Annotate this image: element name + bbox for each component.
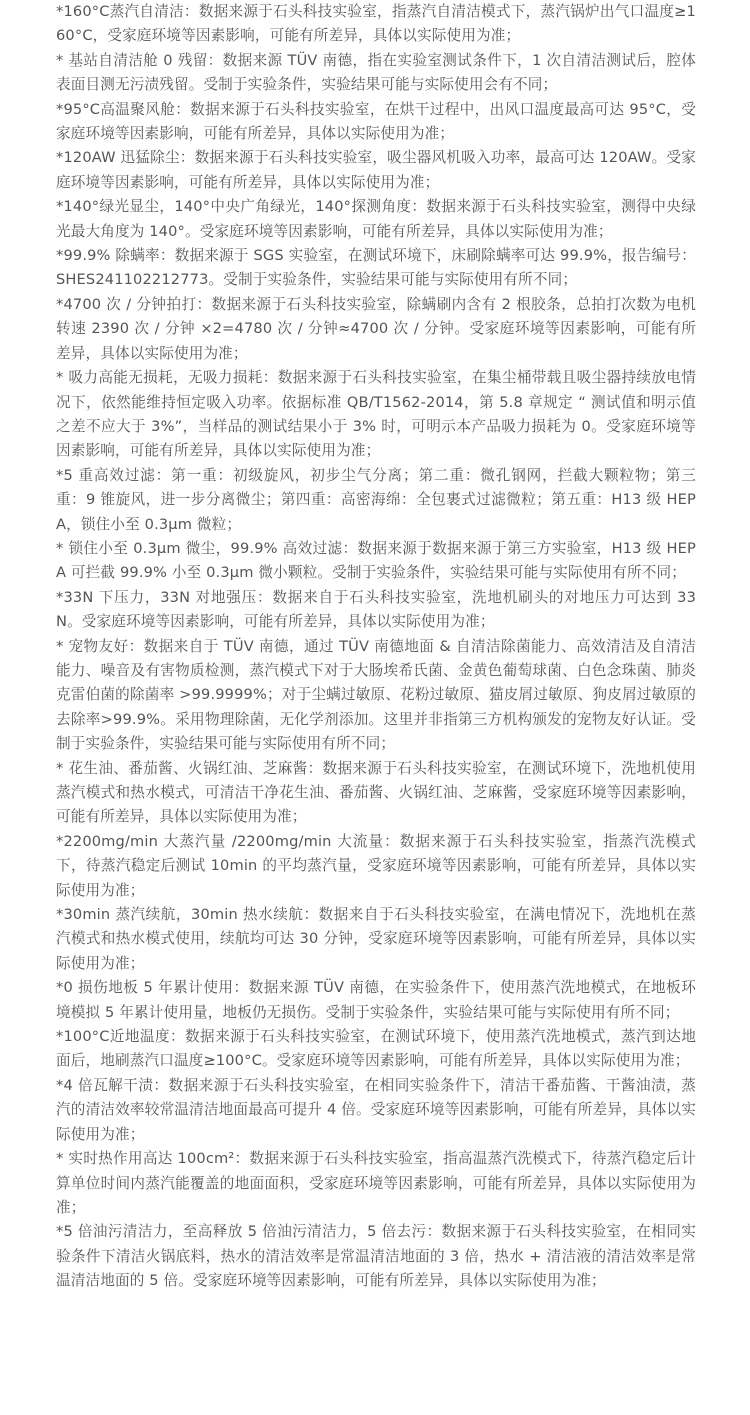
note-floor-no-damage: *0 损伤地板 5 年累计使用：数据来源 TÜV 南德，在实验条件下，使用蒸汽洗地模式，在地板环境模拟 5 年累计使用量，地板仍无损伤。受制于实验条件，实验结果可能与实际使用有所不同； [56,979,696,1021]
disclaimer-notes-list [56,0,696,1294]
note-pet-friendly: * 宠物友好：数据来自于 TÜV 南德，通过 TÜV 南德地面 & 自清洁除菌能力、高效清洁及自清洁能力、噪音及有害物质检测，蒸汽模式下对于大肠埃希氏菌、金黄色葡萄球菌、白色念珠菌、肺炎克雷伯菌的除菌率 >99.9999%；对于尘螨过敏原、花粉过敏原、猫皮屑过敏原、狗皮屑过敏原的去除率>99.9%。采用物理除菌，无化学剂添加。这里并非指第三方机构颁发的宠物友好认证。受制于实验条件，实验结果可能与实际使用有所不同； [56,637,696,753]
note-base-station-zero-residue: * 基站自清洁舱 0 残留：数据来源 TÜV 南德，指在实验室测试条件下，1 次自清洁测试后，腔体表面目测无污渍残留。受制于实验条件，实验结果可能与实际使用会有不同； [56,51,696,94]
note-2200mg-steam: *2200mg/min 大蒸汽量 /2200mg/min 大流量：数据来源于石头科技实验室，指蒸汽洗模式下，待蒸汽稳定后测试 10min 的平均蒸汽量，受家庭环境等因素影响，可能有所差异，具体以实际使用为准； [56,832,696,899]
note-140-degree-green-light: *140°绿光显尘，140°中央广角绿光，140°探测角度：数据来源于石头科技实验室，测得中央绿光最大角度为 140°。受家庭环境等因素影响，可能有所差异，具体以实际使用为准； [56,198,696,240]
note-100c-floor-temperature: *100°C近地温度：数据来源于石头科技实验室，在测试环境下，使用蒸汽洗地模式，蒸汽到达地面后，地刷蒸汽口温度≥100°C。受家庭环境等因素影响，可能有所差异，具体以实际使用为准； [56,1028,696,1070]
note-5x-grease-cleaning: *5 倍油污清洁力，至高释放 5 倍油污清洁力，5 倍去污：数据来源于石头科技实验室，在相同实验条件下清洁火锅底料，热水的清洁效率是常温清洁地面的 3 倍，热水 + 清洁液的清洁效率是常温清洁地面的 5 倍。受家庭环境等因素影响，可能有所差异，具体以实际使用为准； [56,1223,696,1290]
note-no-suction-loss: * 吸力高能无损耗，无吸力损耗：数据来源于石头科技实验室，在集尘桶带载且吸尘器持续放电情况下，依然能维持恒定吸入功率。依据标准 QB/T1562-2014，第 5.8 章规定 “ 测试值和明示值之差不应大于 3%”，当样品的测试结果小于 3% 时，可明示本产品吸力损耗为 0。受家庭环境等因素影响，可能有所差异，具体以实际使用为准； [56,369,696,460]
note-100cm2-heat-area: * 实时热作用高达 100cm²：数据来源于石头科技实验室，指高温蒸汽洗模式下，待蒸汽稳定后计算单位时间内蒸汽能覆盖的地面面积，受家庭环境等因素影响，可能有所差异，具体以实际使用为准； [56,1150,696,1216]
note-33n-downforce: *33N 下压力，33N 对地强压：数据来自于石头科技实验室，洗地机刷头的对地压力可达到 33N。受家庭环境等因素影响，可能有所差异，具体以实际使用为准； [56,588,696,631]
note-4700-taps-per-minute: *4700 次 / 分钟拍打：数据来源于石头科技实验室，除螨刷内含有 2 根胶条，总拍打次数为电机转速 2390 次 / 分钟 ×2=4780 次 / 分钟≈4700 次 / 分钟。受家庭环境等因素影响，可能有所差异，具体以实际使用为准； [56,295,696,362]
note-oil-sauce-stains: * 花生油、番茄酱、火锅红油、芝麻酱：数据来源于石头科技实验室，在测试环境下，洗地机使用蒸汽模式和热水模式，可清洁干净花生油、番茄酱、火锅红油、芝麻酱，受家庭环境等因素影响，可能有所差异，具体以实际使用为准； [56,759,696,826]
note-mite-removal-rate: *99.9% 除螨率：数据来源于 SGS 实验室，在测试环境下，床刷除螨率可达 99.9%，报告编号：SHES241102212773。受制于实验条件，实验结果可能与实际使用有所不同； [56,247,696,289]
note-hepa-0-3um: * 锁住小至 0.3μm 微尘，99.9% 高效过滤：数据来源于数据来源于第三方实验室，H13 级 HEPA 可拦截 99.9% 小至 0.3μm 微小颗粒。受制于实验条件，实验结果可能与实际使用有所不同； [56,539,696,582]
note-30min-runtime: *30min 蒸汽续航，30min 热水续航：数据来自于石头科技实验室，在满电情况下，洗地机在蒸汽模式和热水模式使用，续航均可达 30 分钟，受家庭环境等因素影响，可能有所差异，具体以实际使用为准； [56,906,696,972]
note-steam-self-clean-160c: *160°C蒸汽自清洁：数据来源于石头科技实验室，指蒸汽自清洁模式下，蒸汽锅炉出气口温度≥160°C，受家庭环境等因素影响，可能有所差异，具体以实际使用为准； [56,3,696,45]
note-5-stage-filtration: *5 重高效过滤：第一重：初级旋风，初步尘气分离；第二重：微孔钢网，拦截大颗粒物；第三重：9 锥旋风，进一步分离微尘；第四重：高密海绵：全包裹式过滤微粒；第五重：H13 级 HEPA，锁住小至 0.3μm 微粒； [56,466,696,533]
note-120aw-suction: *120AW 迅猛除尘：数据来源于石头科技实验室，吸尘器风机吸入功率，最高可达 120AW。受家庭环境等因素影响，可能有所差异，具体以实际使用为准； [56,149,696,191]
note-95c-drying-chamber: *95°C高温聚风舱：数据来源于石头科技实验室，在烘干过程中，出风口温度最高可达 95°C，受家庭环境等因素影响，可能有所差异，具体以实际使用为准； [56,100,696,143]
note-4x-dry-stains: *4 倍瓦解干渍：数据来源于石头科技实验室，在相同实验条件下，清洁干番茄酱、干酱油渍，蒸汽的清洁效率较常温清洁地面最高可提升 4 倍。受家庭环境等因素影响，可能有所差异，具体以实际使用为准； [56,1076,696,1143]
